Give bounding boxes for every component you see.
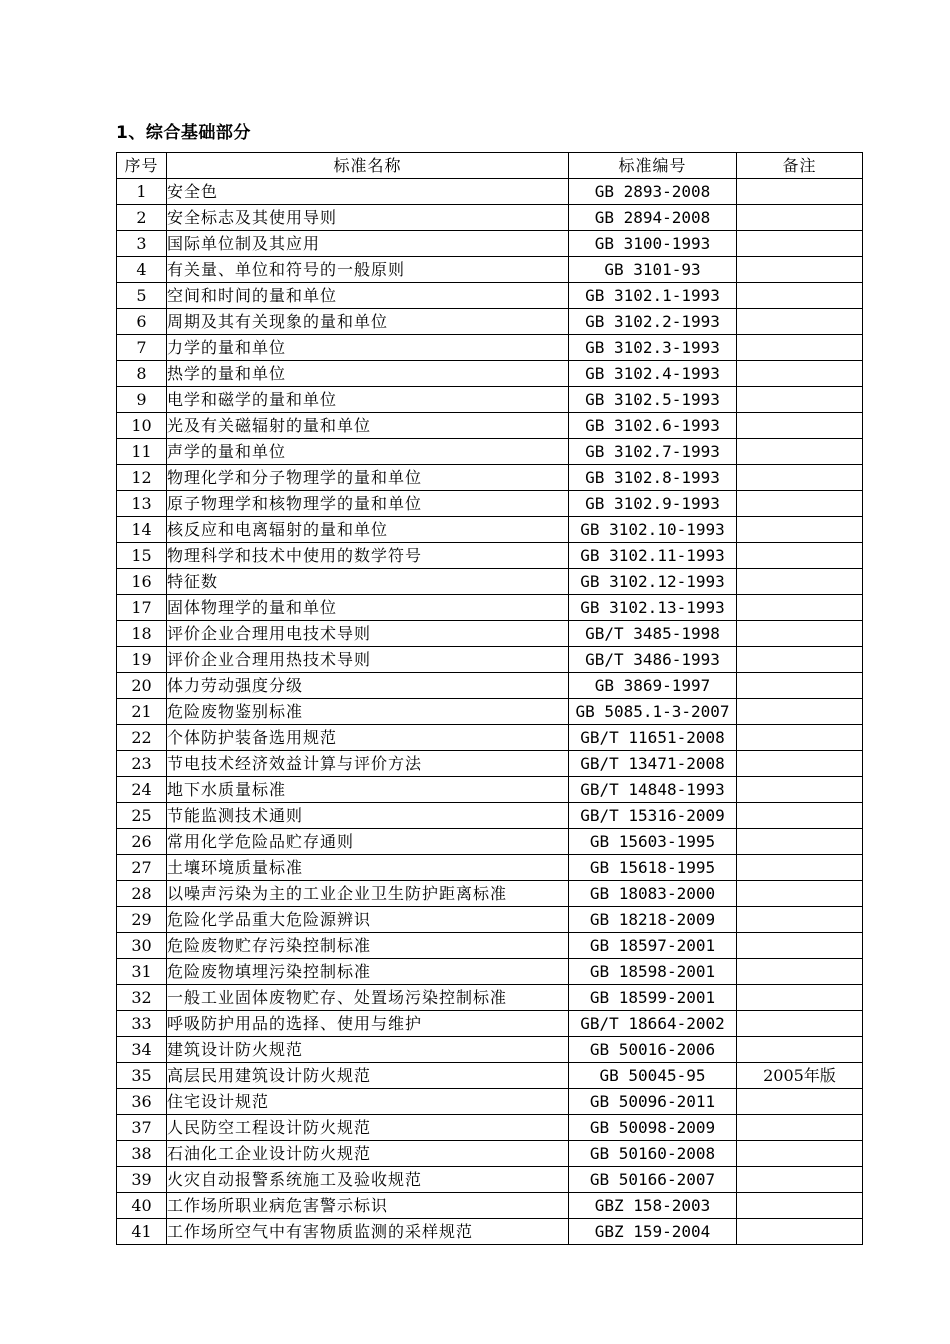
cell-standard-name: 建筑设计防火规范	[167, 1037, 569, 1063]
cell-index: 4	[117, 257, 167, 283]
cell-standard-name: 危险化学品重大危险源辨识	[167, 907, 569, 933]
table-row	[117, 413, 863, 439]
cell-standard-code: GB 3102.12-1993	[569, 569, 737, 595]
table-row	[117, 1167, 863, 1193]
cell-standard-name: 物理科学和技术中使用的数学符号	[167, 543, 569, 569]
table-row	[117, 751, 863, 777]
cell-standard-code: GB 3102.2-1993	[569, 309, 737, 335]
cell-standard-code: GB 3102.7-1993	[569, 439, 737, 465]
cell-standard-code: GB 3102.1-1993	[569, 283, 737, 309]
cell-standard-name: 热学的量和单位	[167, 361, 569, 387]
cell-index: 20	[117, 673, 167, 699]
cell-standard-code: GB 5085.1-3-2007	[569, 699, 737, 725]
cell-index: 41	[117, 1219, 167, 1245]
cell-standard-name: 空间和时间的量和单位	[167, 283, 569, 309]
cell-standard-name: 地下水质量标准	[167, 777, 569, 803]
cell-standard-code: GB 3102.8-1993	[569, 465, 737, 491]
cell-index: 40	[117, 1193, 167, 1219]
cell-standard-code: GB 18597-2001	[569, 933, 737, 959]
cell-standard-code: GBZ 158-2003	[569, 1193, 737, 1219]
cell-note	[737, 1193, 863, 1219]
cell-standard-name: 特征数	[167, 569, 569, 595]
cell-standard-code: GB 3102.10-1993	[569, 517, 737, 543]
cell-note	[737, 829, 863, 855]
cell-note	[737, 699, 863, 725]
cell-index: 9	[117, 387, 167, 413]
cell-note	[737, 959, 863, 985]
cell-note	[737, 205, 863, 231]
cell-standard-code: GB 3102.5-1993	[569, 387, 737, 413]
cell-standard-name: 电学和磁学的量和单位	[167, 387, 569, 413]
cell-standard-code: GB 18598-2001	[569, 959, 737, 985]
cell-standard-name: 常用化学危险品贮存通则	[167, 829, 569, 855]
cell-standard-name: 危险废物填埋污染控制标准	[167, 959, 569, 985]
cell-standard-name: 火灾自动报警系统施工及验收规范	[167, 1167, 569, 1193]
cell-standard-code: GB 50016-2006	[569, 1037, 737, 1063]
table-row	[117, 1037, 863, 1063]
cell-standard-code: GB 3102.4-1993	[569, 361, 737, 387]
cell-standard-code: GB 18599-2001	[569, 985, 737, 1011]
cell-standard-code: GB/T 14848-1993	[569, 777, 737, 803]
cell-index: 5	[117, 283, 167, 309]
header-code: 标准编号	[569, 153, 737, 179]
cell-standard-code: GB 2893-2008	[569, 179, 737, 205]
cell-note	[737, 439, 863, 465]
cell-standard-name: 危险废物贮存污染控制标准	[167, 933, 569, 959]
cell-note	[737, 855, 863, 881]
cell-standard-name: 安全标志及其使用导则	[167, 205, 569, 231]
cell-index: 37	[117, 1115, 167, 1141]
cell-standard-code: GB 3102.11-1993	[569, 543, 737, 569]
header-index: 序号	[117, 153, 167, 179]
cell-note	[737, 1219, 863, 1245]
cell-note	[737, 1037, 863, 1063]
cell-standard-name: 有关量、单位和符号的一般原则	[167, 257, 569, 283]
cell-note	[737, 517, 863, 543]
table-row	[117, 959, 863, 985]
cell-note	[737, 1011, 863, 1037]
cell-index: 32	[117, 985, 167, 1011]
table-row	[117, 647, 863, 673]
cell-standard-name: 人民防空工程设计防火规范	[167, 1115, 569, 1141]
cell-standard-code: GB 2894-2008	[569, 205, 737, 231]
table-row	[117, 361, 863, 387]
cell-note	[737, 933, 863, 959]
cell-index: 8	[117, 361, 167, 387]
table-row	[117, 1011, 863, 1037]
cell-index: 22	[117, 725, 167, 751]
cell-index: 11	[117, 439, 167, 465]
cell-standard-code: GB 50096-2011	[569, 1089, 737, 1115]
cell-standard-name: 节电技术经济效益计算与评价方法	[167, 751, 569, 777]
cell-standard-code: GB 50166-2007	[569, 1167, 737, 1193]
cell-standard-name: 工作场所空气中有害物质监测的采样规范	[167, 1219, 569, 1245]
cell-standard-code: GB 15618-1995	[569, 855, 737, 881]
section-title: 1、综合基础部分	[116, 123, 251, 143]
cell-note	[737, 1141, 863, 1167]
table-row	[117, 933, 863, 959]
cell-standard-code: GB 3102.6-1993	[569, 413, 737, 439]
table-row	[117, 621, 863, 647]
header-note: 备注	[737, 153, 863, 179]
cell-standard-name: 土壤环境质量标准	[167, 855, 569, 881]
table-row	[117, 855, 863, 881]
cell-standard-code: GB 3102.9-1993	[569, 491, 737, 517]
cell-note	[737, 387, 863, 413]
table-row	[117, 543, 863, 569]
cell-note	[737, 673, 863, 699]
cell-index: 10	[117, 413, 167, 439]
cell-note	[737, 907, 863, 933]
cell-note	[737, 413, 863, 439]
cell-index: 7	[117, 335, 167, 361]
cell-index: 35	[117, 1063, 167, 1089]
cell-note	[737, 543, 863, 569]
cell-standard-code: GBZ 159-2004	[569, 1219, 737, 1245]
cell-standard-name: 呼吸防护用品的选择、使用与维护	[167, 1011, 569, 1037]
cell-standard-code: GB/T 11651-2008	[569, 725, 737, 751]
cell-index: 3	[117, 231, 167, 257]
table-row	[117, 231, 863, 257]
cell-standard-name: 国际单位制及其应用	[167, 231, 569, 257]
table-row	[117, 829, 863, 855]
cell-standard-name: 声学的量和单位	[167, 439, 569, 465]
cell-index: 34	[117, 1037, 167, 1063]
cell-index: 31	[117, 959, 167, 985]
cell-note	[737, 985, 863, 1011]
cell-note	[737, 1115, 863, 1141]
cell-note	[737, 725, 863, 751]
cell-index: 21	[117, 699, 167, 725]
cell-index: 26	[117, 829, 167, 855]
cell-standard-code: GB/T 13471-2008	[569, 751, 737, 777]
table-header-row	[117, 153, 863, 179]
table-row	[117, 985, 863, 1011]
cell-standard-name: 原子物理学和核物理学的量和单位	[167, 491, 569, 517]
table-row	[117, 1193, 863, 1219]
cell-note	[737, 881, 863, 907]
cell-standard-code: GB 3101-93	[569, 257, 737, 283]
cell-note	[737, 1089, 863, 1115]
table-row	[117, 335, 863, 361]
cell-standard-name: 评价企业合理用电技术导则	[167, 621, 569, 647]
cell-index: 25	[117, 803, 167, 829]
cell-standard-name: 一般工业固体废物贮存、处置场污染控制标准	[167, 985, 569, 1011]
cell-note	[737, 179, 863, 205]
cell-index: 18	[117, 621, 167, 647]
table-row	[117, 491, 863, 517]
cell-note	[737, 569, 863, 595]
cell-index: 14	[117, 517, 167, 543]
table-row	[117, 387, 863, 413]
cell-standard-name: 评价企业合理用热技术导则	[167, 647, 569, 673]
cell-standard-name: 固体物理学的量和单位	[167, 595, 569, 621]
table-row	[117, 465, 863, 491]
cell-standard-name: 个体防护装备选用规范	[167, 725, 569, 751]
table-row	[117, 907, 863, 933]
cell-note	[737, 335, 863, 361]
table-row	[117, 1141, 863, 1167]
cell-standard-name: 体力劳动强度分级	[167, 673, 569, 699]
cell-index: 13	[117, 491, 167, 517]
table-row	[117, 1063, 863, 1089]
cell-standard-code: GB 50160-2008	[569, 1141, 737, 1167]
cell-standard-code: GB 15603-1995	[569, 829, 737, 855]
cell-standard-code: GB/T 3486-1993	[569, 647, 737, 673]
cell-index: 24	[117, 777, 167, 803]
table-row	[117, 777, 863, 803]
cell-note	[737, 595, 863, 621]
cell-index: 12	[117, 465, 167, 491]
cell-index: 28	[117, 881, 167, 907]
cell-standard-name: 安全色	[167, 179, 569, 205]
table-row	[117, 725, 863, 751]
standards-table	[116, 152, 863, 1245]
cell-standard-code: GB 18083-2000	[569, 881, 737, 907]
cell-standard-name: 工作场所职业病危害警示标识	[167, 1193, 569, 1219]
table-row	[117, 205, 863, 231]
cell-standard-name: 住宅设计规范	[167, 1089, 569, 1115]
cell-standard-code: GB/T 18664-2002	[569, 1011, 737, 1037]
table-row	[117, 803, 863, 829]
cell-index: 29	[117, 907, 167, 933]
cell-note	[737, 465, 863, 491]
table-row	[117, 1219, 863, 1245]
cell-index: 33	[117, 1011, 167, 1037]
table-row	[117, 881, 863, 907]
cell-index: 27	[117, 855, 167, 881]
table-row	[117, 439, 863, 465]
cell-index: 36	[117, 1089, 167, 1115]
cell-standard-name: 核反应和电离辐射的量和单位	[167, 517, 569, 543]
cell-note	[737, 621, 863, 647]
cell-index: 6	[117, 309, 167, 335]
cell-standard-code: GB 3869-1997	[569, 673, 737, 699]
cell-note	[737, 361, 863, 387]
cell-index: 16	[117, 569, 167, 595]
cell-standard-code: GB 18218-2009	[569, 907, 737, 933]
cell-note	[737, 751, 863, 777]
cell-standard-name: 高层民用建筑设计防火规范	[167, 1063, 569, 1089]
cell-note	[737, 1167, 863, 1193]
cell-standard-code: GB 3102.13-1993	[569, 595, 737, 621]
cell-standard-name: 力学的量和单位	[167, 335, 569, 361]
table-row	[117, 569, 863, 595]
table-row	[117, 673, 863, 699]
table-row	[117, 1089, 863, 1115]
cell-note	[737, 283, 863, 309]
cell-standard-code: GB 50098-2009	[569, 1115, 737, 1141]
cell-index: 23	[117, 751, 167, 777]
cell-note: 2005年版	[737, 1063, 863, 1089]
cell-standard-name: 危险废物鉴别标准	[167, 699, 569, 725]
table-row	[117, 699, 863, 725]
cell-note	[737, 647, 863, 673]
cell-index: 30	[117, 933, 167, 959]
cell-index: 19	[117, 647, 167, 673]
cell-index: 15	[117, 543, 167, 569]
table-row	[117, 257, 863, 283]
cell-note	[737, 231, 863, 257]
cell-index: 17	[117, 595, 167, 621]
table-row	[117, 283, 863, 309]
cell-standard-code: GB 3100-1993	[569, 231, 737, 257]
cell-standard-name: 以噪声污染为主的工业企业卫生防护距离标准	[167, 881, 569, 907]
cell-standard-name: 光及有关磁辐射的量和单位	[167, 413, 569, 439]
cell-index: 1	[117, 179, 167, 205]
cell-note	[737, 491, 863, 517]
header-name: 标准名称	[167, 153, 569, 179]
table-body	[117, 179, 863, 1245]
cell-index: 39	[117, 1167, 167, 1193]
cell-note	[737, 309, 863, 335]
cell-standard-name: 周期及其有关现象的量和单位	[167, 309, 569, 335]
cell-standard-name: 石油化工企业设计防火规范	[167, 1141, 569, 1167]
table-row	[117, 595, 863, 621]
cell-index: 2	[117, 205, 167, 231]
cell-standard-name: 节能监测技术通则	[167, 803, 569, 829]
cell-standard-code: GB 3102.3-1993	[569, 335, 737, 361]
table-row	[117, 179, 863, 205]
cell-standard-name: 物理化学和分子物理学的量和单位	[167, 465, 569, 491]
cell-standard-code: GB/T 15316-2009	[569, 803, 737, 829]
cell-standard-code: GB 50045-95	[569, 1063, 737, 1089]
table-row	[117, 309, 863, 335]
cell-note	[737, 803, 863, 829]
cell-note	[737, 777, 863, 803]
table-row	[117, 1115, 863, 1141]
cell-note	[737, 257, 863, 283]
cell-index: 38	[117, 1141, 167, 1167]
table-row	[117, 517, 863, 543]
cell-standard-code: GB/T 3485-1998	[569, 621, 737, 647]
